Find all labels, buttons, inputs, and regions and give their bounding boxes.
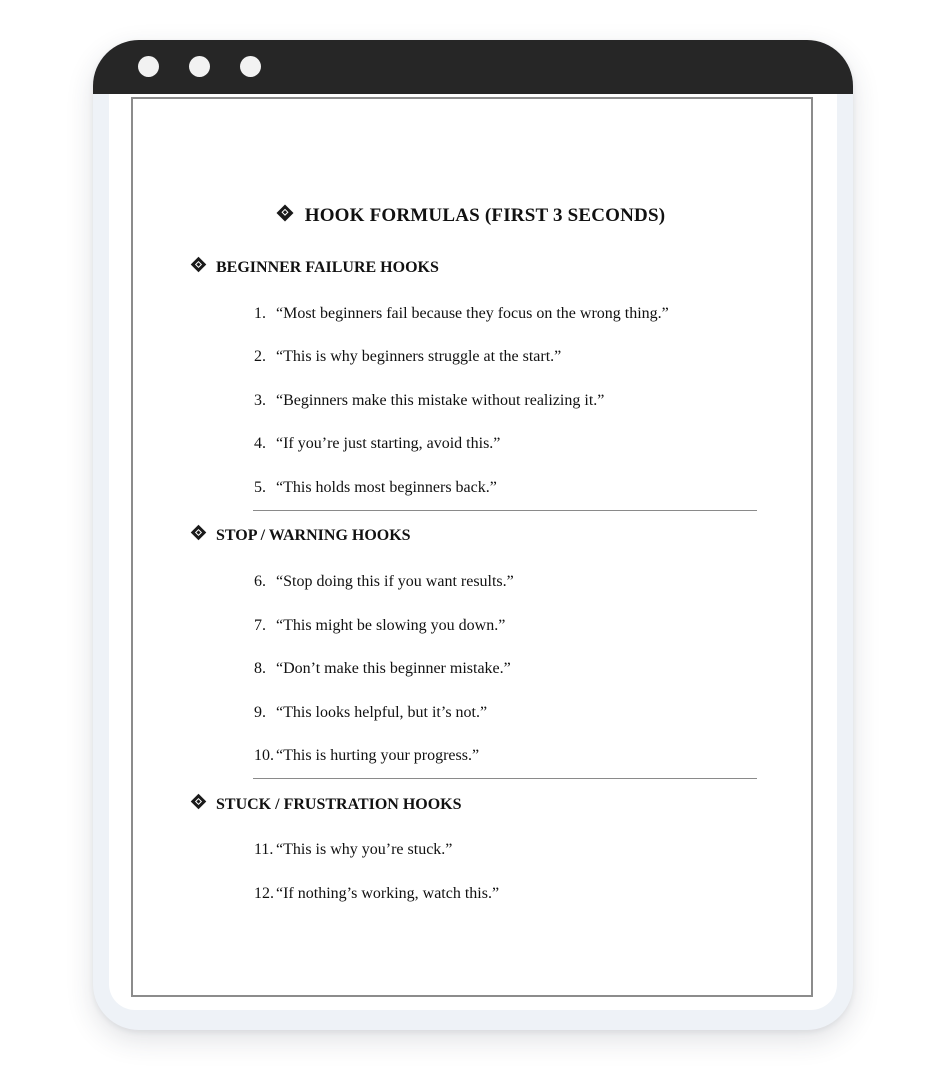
section-heading-text: STUCK / FRUSTRATION HOOKS	[216, 796, 462, 813]
window-dot-3[interactable]	[240, 56, 261, 77]
diamond-bullet-icon	[276, 205, 293, 222]
list-item-text: “This is why you’re stuck.”	[276, 841, 453, 858]
list-item-text: “This is why beginners struggle at the start.”	[276, 348, 562, 365]
document-page	[131, 97, 813, 997]
section-heading	[193, 796, 462, 814]
list-item-text: “Stop doing this if you want results.”	[276, 573, 514, 590]
list-item	[254, 660, 511, 678]
list-item	[254, 841, 452, 859]
list-item-number: 4.	[254, 435, 266, 452]
section-heading	[193, 527, 411, 545]
list-item-number: 7.	[254, 617, 266, 634]
list-item	[254, 348, 561, 366]
list-item-number: 1.	[254, 305, 266, 322]
diamond-bullet-icon	[191, 257, 207, 273]
list-item-text: “If nothing’s working, watch this.”	[276, 885, 500, 902]
list-item-text: “If you’re just starting, avoid this.”	[276, 435, 501, 452]
diamond-bullet-icon	[191, 794, 207, 810]
section-divider	[253, 510, 757, 511]
list-item	[254, 573, 514, 591]
section-heading-text: BEGINNER FAILURE HOOKS	[216, 259, 439, 276]
window-dot-1[interactable]	[138, 56, 159, 77]
section-heading	[193, 259, 439, 277]
title-bar	[93, 40, 853, 94]
document-title	[133, 205, 811, 227]
list-item-text: “Don’t make this beginner mistake.”	[276, 660, 511, 677]
window-dot-2[interactable]	[189, 56, 210, 77]
list-item	[254, 305, 669, 323]
list-item	[254, 704, 487, 722]
list-item-text: “This might be slowing you down.”	[276, 617, 506, 634]
diamond-bullet-icon	[191, 525, 207, 541]
list-item-number: 5.	[254, 479, 266, 496]
list-item-text: “Most beginners fail because they focus on the wrong thing.”	[276, 305, 669, 322]
list-item-number: 10.	[254, 747, 274, 764]
list-item	[254, 435, 500, 453]
list-item-number: 6.	[254, 573, 266, 590]
list-item-text: “Beginners make this mistake without realizing it.”	[276, 392, 605, 409]
list-item	[254, 885, 499, 903]
list-item-number: 12.	[254, 885, 274, 902]
document-title-text: HOOK FORMULAS (FIRST 3 SECONDS)	[304, 205, 666, 226]
list-item	[254, 747, 479, 765]
list-item-number: 2.	[254, 348, 266, 365]
list-item-text: “This holds most beginners back.”	[276, 479, 497, 496]
list-item-number: 11.	[254, 841, 274, 858]
list-item	[254, 392, 604, 410]
list-item	[254, 479, 497, 497]
list-item-text: “This is hurting your progress.”	[276, 747, 480, 764]
list-item-text: “This looks helpful, but it’s not.”	[276, 704, 488, 721]
list-item	[254, 617, 505, 635]
list-item-number: 9.	[254, 704, 266, 721]
list-item-number: 3.	[254, 392, 266, 409]
list-item-number: 8.	[254, 660, 266, 677]
section-divider	[253, 778, 757, 779]
section-heading-text: STOP / WARNING HOOKS	[216, 527, 411, 544]
